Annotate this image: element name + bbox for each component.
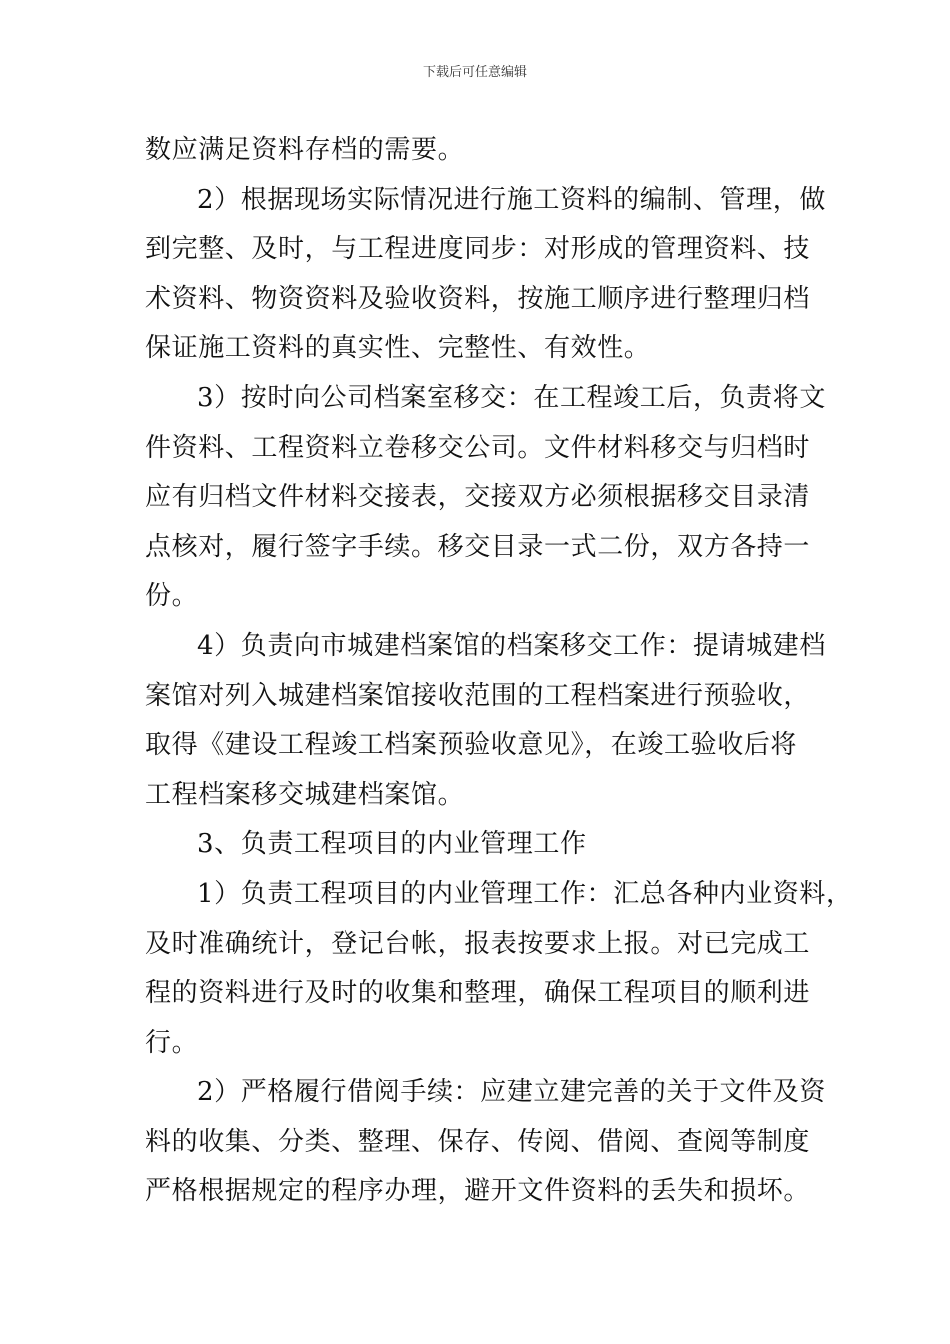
text-line: 件资料、工程资料立卷移交公司。文件材料移交与归档时 — [145, 432, 811, 463]
document-body — [145, 126, 853, 1217]
page-header: 下载后可任意编辑 — [422, 65, 527, 80]
text-line: 严格根据规定的程序办理，避开文件资料的丢失和损坏。 — [145, 1176, 811, 1207]
text-line: 行。 — [145, 1027, 199, 1058]
text-line: 份。 — [145, 581, 199, 612]
text-line: 案馆对列入城建档案馆接收范围的工程档案进行预验收， — [145, 680, 811, 711]
text-line: 点核对，履行签字手续。移交目录一式二份，双方各持一 — [145, 531, 811, 562]
text-line: 及时准确统计，登记台帐，报表按要求上报。对已完成工 — [145, 928, 811, 959]
text-line: 数应满足资料存档的需要。 — [145, 135, 465, 165]
section-heading: 3、负责工程项目的内业管理工作 — [197, 829, 587, 860]
paragraph-start-line: 2）严格履行借阅手续：应建立建完善的关于文件及资 — [197, 1077, 826, 1108]
text-line: 应有归档文件材料交接表，交接双方必须根据移交目录清 — [145, 482, 811, 513]
text-line: 保证施工资料的真实性、完整性、有效性。 — [145, 333, 651, 364]
text-line: 取得《建设工程竣工档案预验收意见》，在竣工验收后将 — [145, 730, 798, 761]
paragraph-start-line: 3）按时向公司档案室移交：在工程竣工后，负责将文 — [197, 382, 826, 413]
paragraph-start-line: 1）负责工程项目的内业管理工作：汇总各种内业资料， — [197, 878, 853, 909]
text-line: 程的资料进行及时的收集和整理，确保工程项目的顺利进 — [145, 978, 811, 1009]
text-line: 料的收集、分类、整理、保存、传阅、借阅、查阅等制度 — [145, 1126, 811, 1157]
text-line: 工程档案移交城建档案馆。 — [145, 779, 465, 810]
paragraph-start-line: 4）负责向市城建档案馆的档案移交工作：提请城建档 — [197, 630, 826, 661]
text-line: 到完整、及时，与工程进度同步：对形成的管理资料、技 — [145, 234, 811, 265]
paragraph-start-line: 2）根据现场实际情况进行施工资料的编制、管理，做 — [197, 184, 826, 215]
text-line: 术资料、物资资料及验收资料，按施工顺序进行整理归档 — [145, 283, 811, 314]
